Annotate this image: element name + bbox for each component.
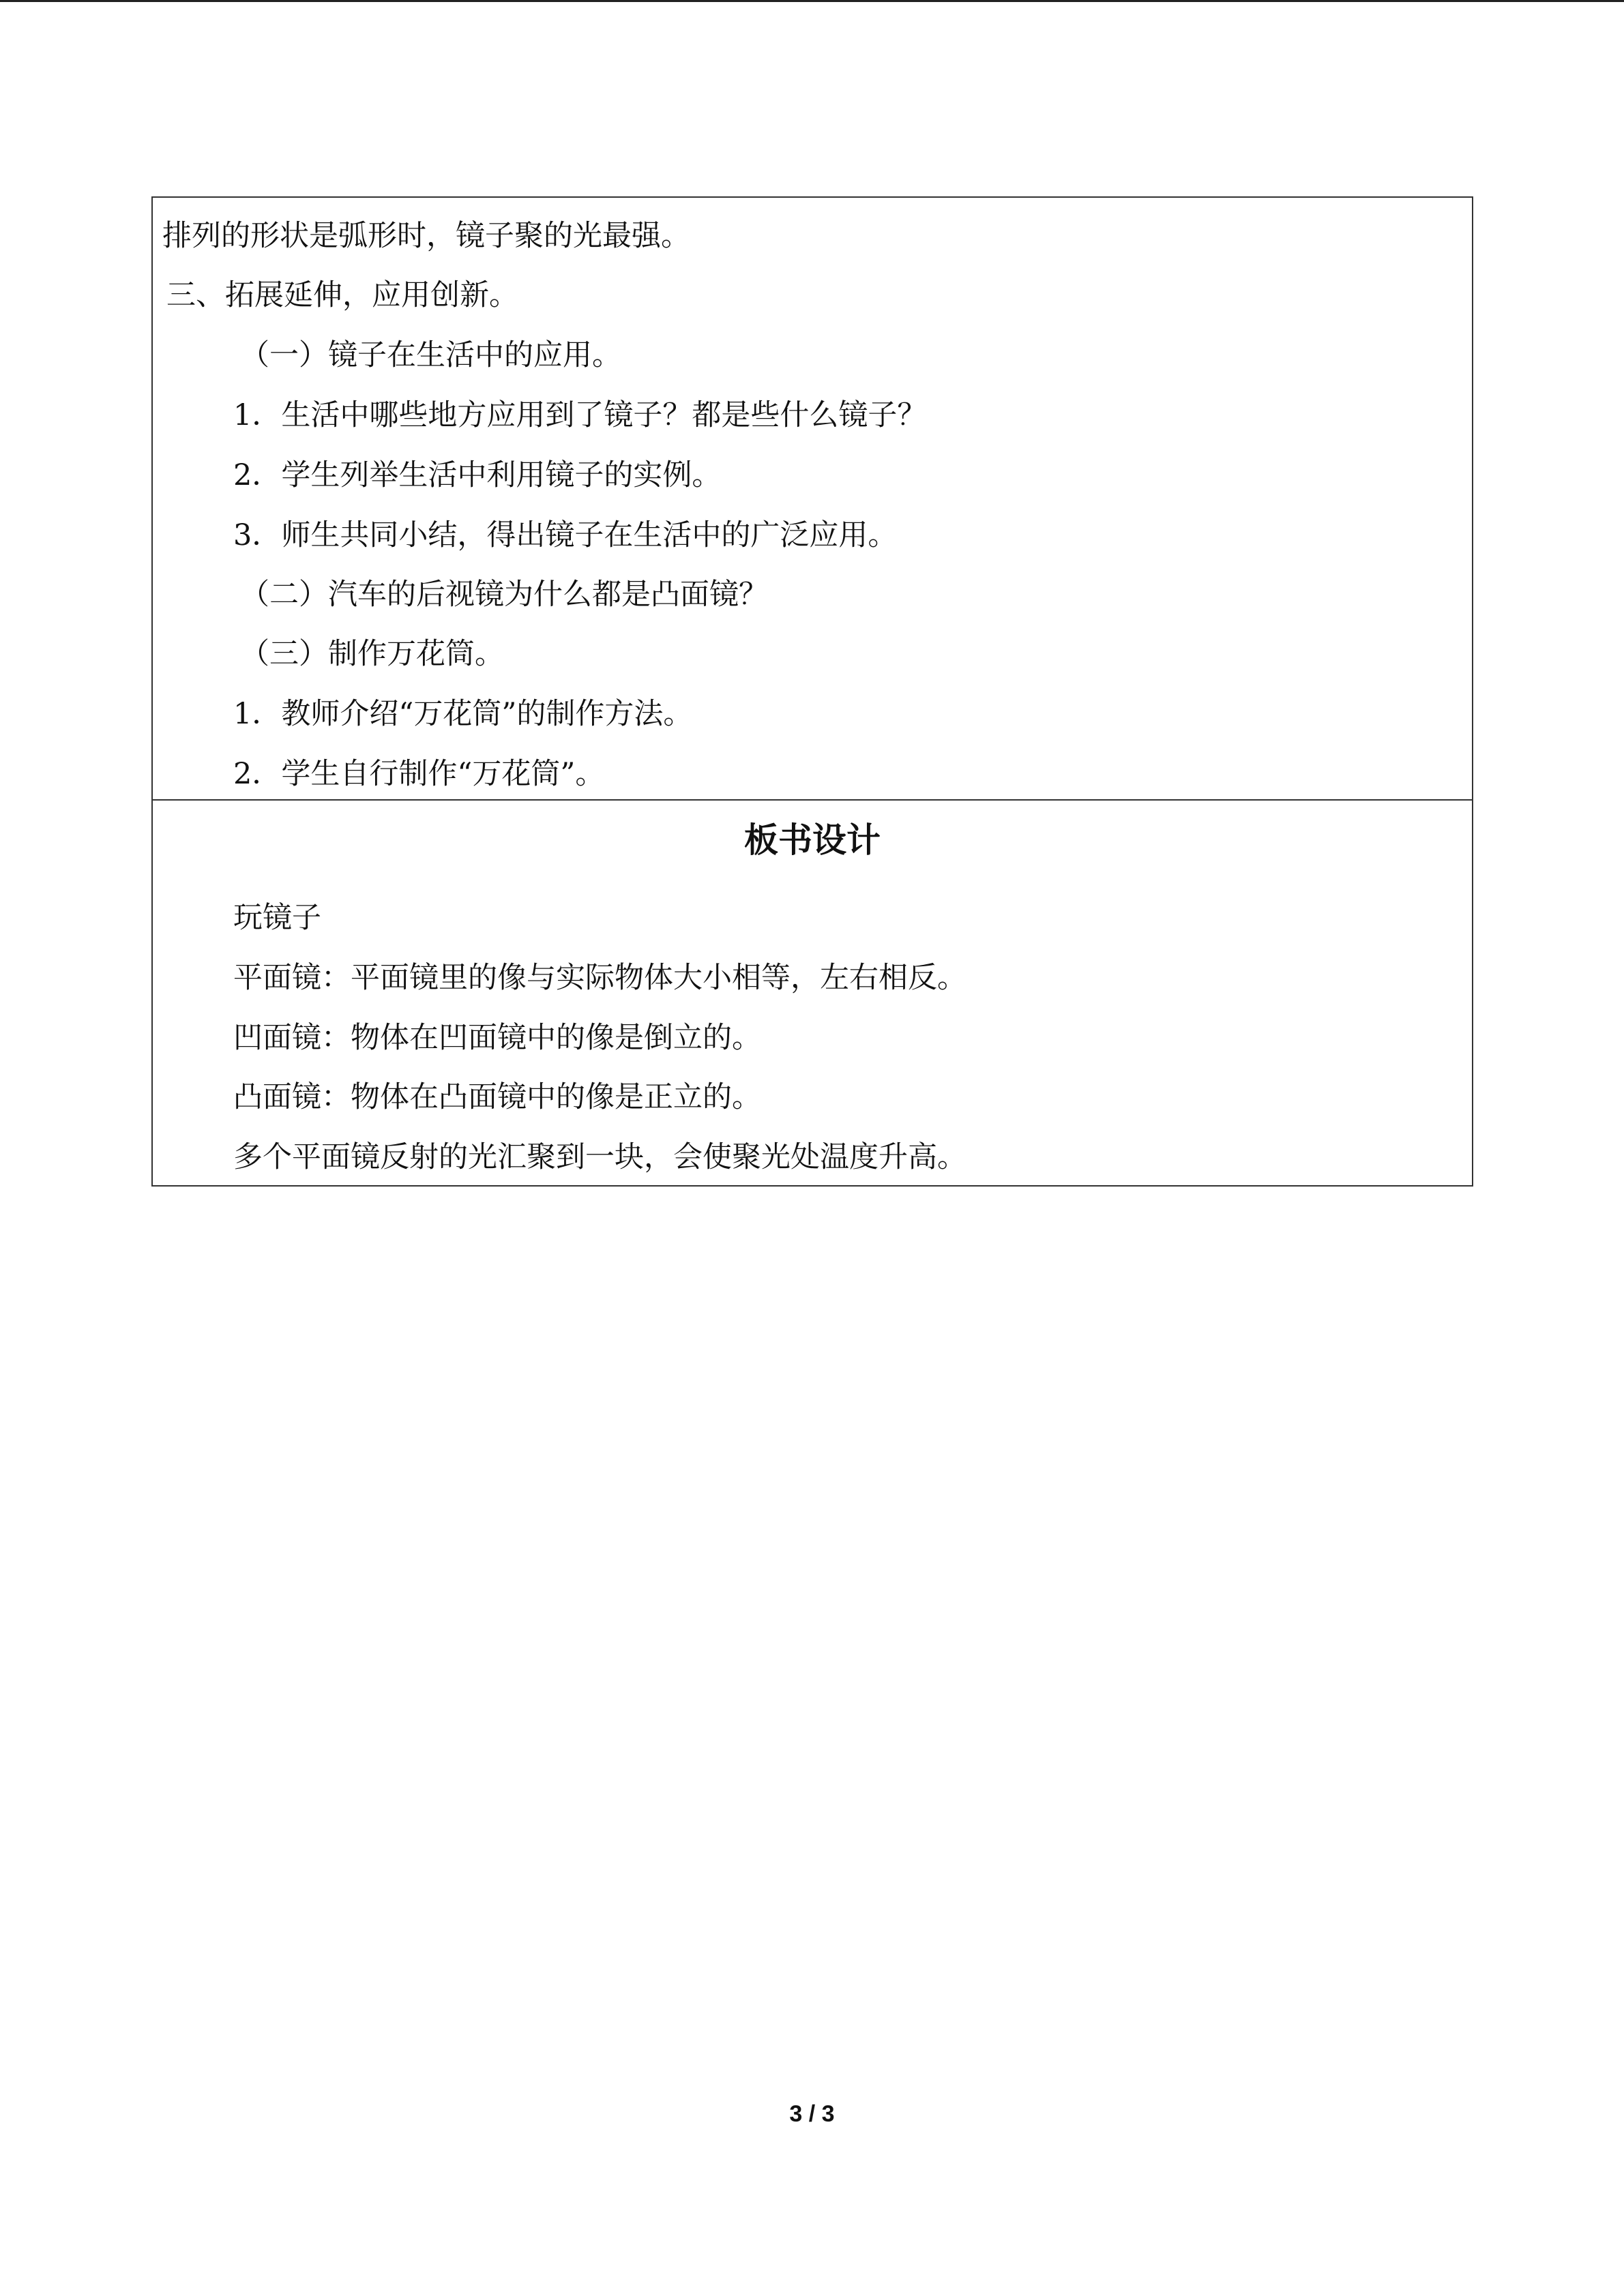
teaching-process-cell bbox=[153, 198, 1472, 801]
subsection-heading: （三）制作万花筒。 bbox=[240, 637, 504, 671]
numbered-item: 1．教师介绍“万花筒”的制作方法。 bbox=[233, 697, 693, 731]
subsection-heading: （一）镜子在生活中的应用。 bbox=[240, 338, 621, 372]
numbered-item: 2．学生列举生活中利用镜子的实例。 bbox=[233, 458, 722, 492]
lesson-plan-table bbox=[151, 196, 1473, 1187]
board-design-cell bbox=[153, 799, 1472, 1185]
board-line: 平面镜：平面镜里的像与实际物体大小相等，左右相反。 bbox=[233, 961, 966, 995]
board-line: 多个平面镜反射的光汇聚到一块，会使聚光处温度升高。 bbox=[233, 1140, 966, 1174]
section-heading: 三、拓展延伸，应用创新。 bbox=[166, 278, 518, 312]
page-top-border bbox=[0, 0, 1624, 2]
board-design-title: 板书设计 bbox=[744, 820, 881, 860]
board-line: 凹面镜：物体在凹面镜中的像是倒立的。 bbox=[233, 1021, 761, 1055]
numbered-item: 1．生活中哪些地方应用到了镜子？都是些什么镜子？ bbox=[233, 398, 927, 432]
subsection-heading: （二）汽车的后视镜为什么都是凸面镜？ bbox=[240, 578, 768, 612]
board-line: 凸面镜：物体在凸面镜中的像是正立的。 bbox=[233, 1080, 761, 1114]
process-line: 排列的形状是弧形时，镜子聚的光最强。 bbox=[162, 219, 690, 253]
numbered-item: 3．师生共同小结，得出镜子在生活中的广泛应用。 bbox=[233, 518, 898, 552]
page-number: 3 / 3 bbox=[789, 2101, 835, 2127]
numbered-item: 2．学生自行制作“万花筒”。 bbox=[233, 757, 605, 791]
board-line: 玩镜子 bbox=[233, 901, 321, 935]
